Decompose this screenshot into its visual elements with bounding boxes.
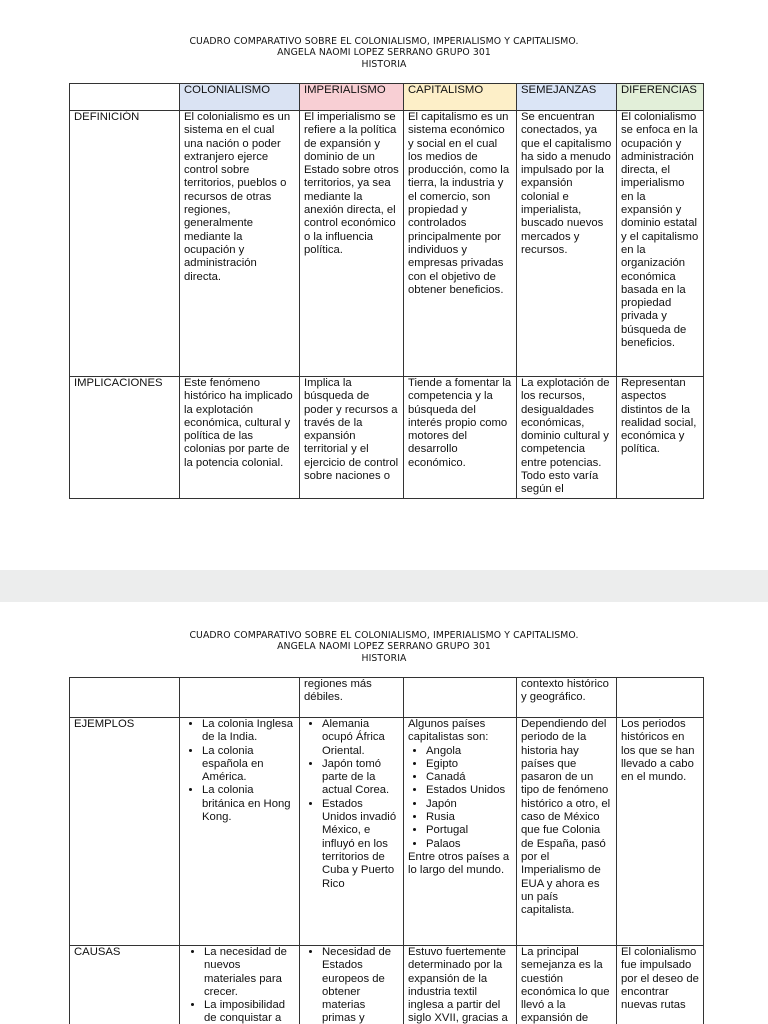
table-row-continuation	[70, 678, 704, 718]
list-item: • La imposibilidad de conquistar a	[204, 999, 295, 1024]
ejemplos-imperialismo-list	[304, 718, 399, 891]
cell-ejemplos-semejanzas: Dependiendo del periodo de la historia hay países que pasaron de un tipo de fenómeno histórico a otro, el caso de México que fue Colonia de España, pasó por el Imperialismo de EUA y ahora es un país capitalista.	[517, 718, 617, 946]
row-label-causas: CAUSAS	[70, 946, 180, 1024]
list-item: • La necesidad de nuevos materiales para crecer.	[204, 946, 295, 999]
header-semejanzas: SEMEJANZAS	[517, 84, 617, 111]
row-label-definicion: DEFINICIÓN	[70, 111, 180, 377]
cont-empty-diferencias	[617, 678, 704, 718]
page-header	[0, 36, 768, 70]
table-row-implicaciones	[70, 377, 704, 499]
ejemplos-colonialismo-list	[184, 718, 295, 824]
list-item: • Canadá	[426, 771, 512, 784]
list-item: • Rusia	[426, 811, 512, 824]
list-item: • Japón	[426, 798, 512, 811]
comparison-table-part-2	[69, 677, 704, 1024]
capitalismo-outro: Entre otros países a lo largo del mundo.	[408, 850, 510, 877]
header-colonialismo: COLONIALISMO	[180, 84, 300, 111]
table-header-row	[70, 84, 704, 111]
table-row-definicion	[70, 111, 704, 377]
cell-causas-imperialismo	[300, 946, 404, 1024]
cell-implicaciones-imperialismo: Implica la búsqueda de poder y recursos a través de la expansión territorial y el ejercicio de control sobre naciones o	[300, 377, 404, 499]
list-item: • Japón tomó parte de la actual Corea.	[322, 758, 399, 798]
cell-causas-semejanzas: La principal semejanza es la cuestión económica lo que llevó a la expansión de	[517, 946, 617, 1024]
cell-definicion-colonialismo: El colonialismo es un sistema en el cual una nación o poder extranjero ejerce control sobre territorios, pueblos o recursos de otras regiones, generalmente mediante la ocupación y administración directa.	[180, 111, 300, 377]
cell-implicaciones-diferencias: Representan aspectos distintos de la realidad social, económica y política.	[617, 377, 704, 499]
list-item: • La colonia Inglesa de la India.	[202, 718, 295, 745]
cell-definicion-capitalismo: El capitalismo es un sistema económico y social en el cual los medios de producción, como la tierra, la industria y el comercio, son propiedad y controlados principalmente por individuos y empresas privadas con el objetivo de obtener beneficios.	[404, 111, 517, 377]
list-item: • Estados Unidos invadió México, e influyó en los territorios de Cuba y Puerto Rico	[322, 798, 399, 891]
list-item: • Palaos	[426, 838, 512, 851]
document-author: ANGELA NAOMI LOPEZ SERRANO GRUPO 301	[277, 641, 491, 653]
cell-continuation-semejanzas: contexto histórico y geográfico.	[517, 678, 617, 718]
cell-implicaciones-semejanzas: La explotación de los recursos, desigualdades económicas, dominio cultural y competencia entre potencias. Todo esto varía según el	[517, 377, 617, 499]
list-item: • Necesidad de Estados europeos de obtener materias primas y	[322, 946, 399, 1024]
list-item: • La colonia española en América.	[202, 745, 295, 785]
cell-continuation-imperialismo: regiones más débiles.	[300, 678, 404, 718]
list-item: • Portugal	[426, 824, 512, 837]
cell-causas-capitalismo: Estuvo fuertemente determinado por la expansión de la industria textil inglesa a partir del siglo XVII, gracias a	[404, 946, 517, 1024]
header-empty-cell	[70, 84, 180, 111]
cell-implicaciones-capitalismo: Tiende a fomentar la competencia y la búsqueda del interés propio como motores del desarrollo económico.	[404, 377, 517, 499]
cell-definicion-semejanzas: Se encuentran conectados, ya que el capitalismo ha sido a menudo impulsado por la expansión colonial e imperialista, buscado nuevos mercados y recursos.	[517, 111, 617, 377]
cell-ejemplos-diferencias: Los periodos históricos en los que se han llevado a cabo en el mundo.	[617, 718, 704, 946]
document-author: ANGELA NAOMI LOPEZ SERRANO GRUPO 301	[277, 47, 491, 59]
list-item: • Egipto	[426, 758, 512, 771]
cont-empty-colonialismo	[180, 678, 300, 718]
document-subject: HISTORIA	[361, 652, 407, 664]
page-header-2	[0, 630, 768, 664]
list-item: • Estados Unidos	[426, 784, 512, 797]
cont-empty-label	[70, 678, 180, 718]
cell-definicion-diferencias: El colonialismo se enfoca en la ocupación y administración directa, el imperialismo en la expansión y dominio estatal y el capitalismo en la organización económica basada en la propiedad privada y búsqueda de beneficios.	[617, 111, 704, 377]
document-title: CUADRO COMPARATIVO SOBRE EL COLONIALISMO, IMPERIALISMO Y CAPITALISMO.	[189, 36, 579, 47]
cell-definicion-imperialismo: El imperialismo se refiere a la política de expansión y dominio de un Estado sobre otros territorios, ya sea mediante la anexión directa, el control económico o la influencia política.	[300, 111, 404, 377]
list-item: • Alemania ocupó África Oriental.	[322, 718, 399, 758]
list-item: • La colonia británica en Hong Kong.	[202, 784, 295, 824]
causas-colonialismo-list	[184, 946, 295, 1024]
cell-causas-colonialismo	[180, 946, 300, 1024]
comparison-table-part-1	[69, 83, 704, 499]
header-diferencias: DIFERENCIAS	[617, 84, 704, 111]
ejemplos-capitalismo-list	[408, 745, 512, 851]
row-label-ejemplos: EJEMPLOS	[70, 718, 180, 946]
cell-causas-diferencias: El colonialismo fue impulsado por el deseo de encontrar nuevas rutas	[617, 946, 704, 1024]
table-row-ejemplos	[70, 718, 704, 946]
cell-ejemplos-colonialismo	[180, 718, 300, 946]
cont-empty-capitalismo	[404, 678, 517, 718]
cell-implicaciones-colonialismo: Este fenómeno histórico ha implicado la explotación económica, cultural y política de las colonias por parte de la potencia colonial.	[180, 377, 300, 499]
document-title: CUADRO COMPARATIVO SOBRE EL COLONIALISMO, IMPERIALISMO Y CAPITALISMO.	[189, 630, 579, 641]
cell-ejemplos-capitalismo	[404, 718, 517, 946]
cell-ejemplos-imperialismo	[300, 718, 404, 946]
list-item: • Angola	[426, 745, 512, 758]
causas-imperialismo-list	[304, 946, 399, 1024]
row-label-implicaciones: IMPLICACIONES	[70, 377, 180, 499]
header-imperialismo: IMPERIALISMO	[300, 84, 404, 111]
capitalismo-intro: Algunos países capitalistas son:	[408, 718, 489, 744]
document-page-2	[0, 602, 768, 1024]
document-subject: HISTORIA	[361, 58, 407, 70]
table-row-causas	[70, 946, 704, 1024]
header-capitalismo: CAPITALISMO	[404, 84, 517, 111]
